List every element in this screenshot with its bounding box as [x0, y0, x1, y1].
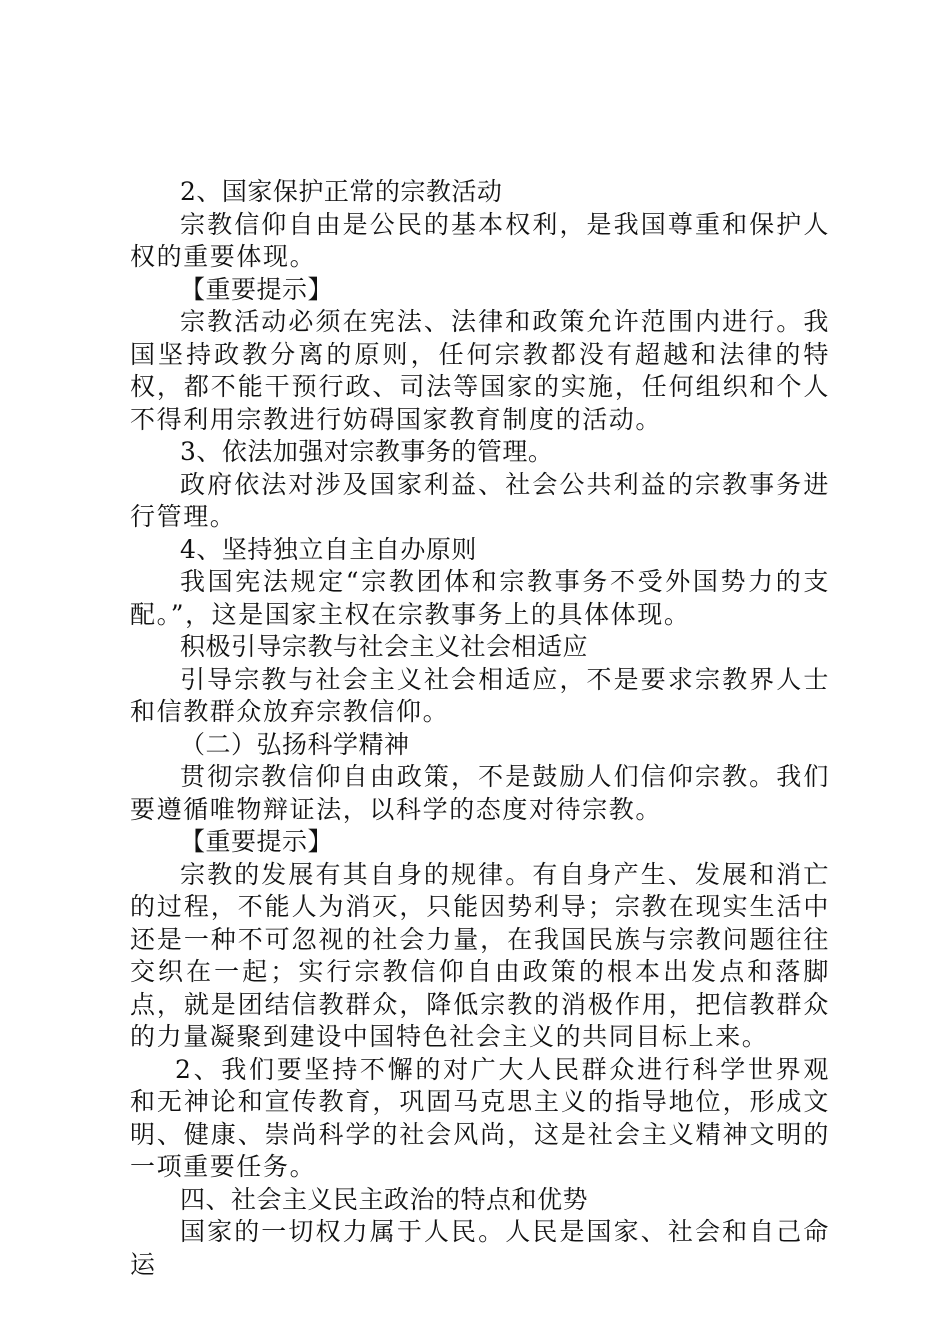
body-paragraph: 贯彻宗教信仰自由政策，不是鼓励人们信仰宗教。我们要遵循唯物辩证法，以科学的态度对待宗教。: [130, 762, 830, 824]
section-heading-guide-religion: 积极引导宗教与社会主义社会相适应: [180, 632, 589, 661]
document-page: [130, 176, 830, 1281]
body-paragraph: 我国宪法规定“宗教团体和宗教事务不受外国势力的支配。”，这是国家主权在宗教事务上的具体体现。: [130, 567, 830, 629]
important-note-label: 【重要提示】: [180, 827, 334, 856]
body-paragraph: 引导宗教与社会主义社会相适应，不是要求宗教界人士和信教群众放弃宗教信仰。: [130, 664, 830, 726]
body-paragraph: 宗教活动必须在宪法、法律和政策允许范围内进行。我国坚持政教分离的原则，任何宗教都没有超越和法律的特权，都不能干预行政、司法等国家的实施，任何组织和个人不得利用宗教进行妨碍国家教育制度的活动。: [130, 307, 830, 434]
section-heading-scientific-spirit: （二）弘扬科学精神: [180, 729, 410, 759]
body-paragraph: 政府依法对涉及国家利益、社会公共利益的宗教事务进行管理。: [130, 469, 830, 531]
body-paragraph: 2、我们要坚持不懈的对广大人民群众进行科学世界观和无神论和宣传教育，巩固马克思主义的指导地位，形成文明、健康、崇尚科学的社会风尚，这是社会主义精神文明的一项重要任务。: [130, 1054, 830, 1181]
important-note-label: 【重要提示】: [180, 274, 334, 304]
body-paragraph: 宗教信仰自由是公民的基本权利，是我国尊重和保护人权的重要体现。: [130, 209, 830, 271]
section-heading-independence-principle: 4、坚持独立自主自办原则: [180, 534, 477, 564]
section-heading-protect-religious-activities: 2、国家保护正常的宗教活动: [180, 177, 503, 206]
section-heading-socialist-democracy: 四、社会主义民主政治的特点和优势: [180, 1184, 589, 1214]
body-paragraph: 宗教的发展有其自身的规律。有自身产生、发展和消亡的过程，不能人为消灭，只能因势利导；宗教在现实生活中还是一种不可忽视的社会力量，在我国民族与宗教问题往往交织在一起；实行宗教信仰自由政策的根本出发点和落脚点，就是团结信教群众，降低宗教的消极作用，把信教群众的力量凝聚到建设中国特色社会主义的共同目标上来。: [130, 859, 830, 1051]
section-heading-manage-religious-affairs: 3、依法加强对宗教事务的管理。: [180, 437, 554, 466]
body-paragraph: 国家的一切权力属于人民。人民是国家、社会和自己命运: [130, 1217, 830, 1279]
